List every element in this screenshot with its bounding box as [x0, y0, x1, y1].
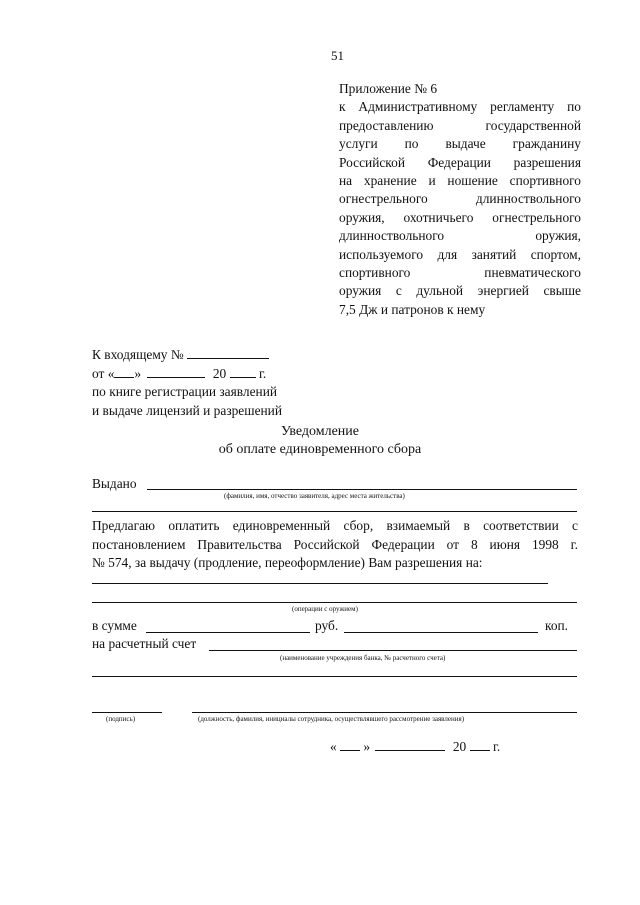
- paragraph-line: постановлением Правительства Российской Федерации от 8 июня 1998 г.: [92, 536, 578, 552]
- appendix-line: длинноствольного оружия,: [339, 228, 581, 244]
- signature-caption: (подпись): [106, 715, 136, 723]
- incoming-year-field[interactable]: [230, 364, 256, 378]
- permit-field-2[interactable]: [92, 602, 577, 603]
- kop-label: коп.: [545, 618, 569, 633]
- appendix-line: огнестрельного длинноствольного: [339, 191, 581, 207]
- quote-close: »: [134, 366, 142, 382]
- incoming-line4: и выдаче лицензий и разрешений: [92, 402, 283, 418]
- incoming-block: [92, 345, 282, 420]
- official-field[interactable]: [192, 712, 577, 713]
- sum-kop-field[interactable]: [344, 632, 538, 633]
- incoming-month-field[interactable]: [147, 364, 205, 378]
- account-label: на расчетный счет: [92, 636, 197, 651]
- payment-paragraph: [92, 517, 578, 573]
- incoming-line3: по книге регистрации заявлений: [92, 384, 278, 400]
- incoming-number-field[interactable]: [187, 345, 269, 359]
- incoming-day-field[interactable]: [114, 364, 134, 378]
- incoming-number-row: [92, 345, 282, 364]
- date-month-field[interactable]: [375, 737, 445, 751]
- quote-open: от «: [92, 366, 115, 382]
- sum-rub-field[interactable]: [146, 632, 310, 633]
- appendix-line: Российской Федерации разрешения: [339, 154, 581, 170]
- account-caption: (наименование учреждения банка, № расчетного счета): [280, 654, 446, 662]
- issued-label: Выдано: [92, 476, 137, 491]
- paragraph-line: № 574, за выдачу (продление, переоформление) Вам разрешения на:: [92, 555, 483, 571]
- appendix-line: Приложение № 6: [339, 81, 438, 96]
- incoming-number-label: К входящему №: [92, 347, 184, 362]
- page-number: 51: [331, 48, 344, 63]
- appendix-header: [339, 80, 581, 319]
- rub-label: руб.: [315, 618, 339, 633]
- account-field-2[interactable]: [92, 676, 577, 677]
- operations-caption: (операции с оружием): [292, 605, 358, 613]
- official-caption: (должность, фамилия, инициалы сотрудника, осуществлявшего рассмотрение заявления): [198, 715, 465, 723]
- date-quote-open: «: [330, 739, 337, 754]
- appendix-line: к Административному регламенту по: [339, 99, 581, 115]
- appendix-line: оружия с дульной энергией свыше: [339, 283, 581, 299]
- date-row: [330, 737, 500, 755]
- appendix-line: услуги по выдаче гражданину: [339, 136, 581, 152]
- permit-field-1[interactable]: [92, 583, 548, 584]
- date-quote-close: »: [363, 739, 371, 754]
- sum-label: в сумме: [92, 618, 137, 633]
- year-suffix: г.: [258, 366, 267, 382]
- paragraph-line: Предлагаю оплатить единовременный сбор, взимаемый в соответствии с: [92, 518, 578, 533]
- date-suffix: г.: [492, 739, 501, 754]
- issued-caption: (фамилия, имя, отчество заявителя, адрес места жительства): [224, 492, 405, 500]
- appendix-line: оружия, охотничьего огнестрельного: [339, 209, 581, 225]
- signature-field[interactable]: [92, 712, 162, 713]
- appendix-line: предоставлению государственной: [339, 117, 581, 133]
- document-subtitle: об оплате единовременного сбора: [218, 442, 422, 457]
- appendix-line: 7,5 Дж и патронов к нему: [339, 301, 486, 317]
- issued-field-2[interactable]: [92, 511, 577, 512]
- date-year-field[interactable]: [470, 737, 490, 751]
- appendix-line: на хранение и ношение спортивного: [339, 172, 581, 188]
- issued-field[interactable]: [147, 489, 577, 490]
- document-title: Уведомление: [280, 424, 359, 439]
- date-year-prefix: 20: [452, 739, 467, 754]
- account-field[interactable]: [209, 650, 577, 651]
- appendix-line: используемого для занятий спортом,: [339, 246, 581, 262]
- appendix-line: спортивного пневматического: [339, 264, 581, 280]
- year-prefix: 20: [212, 366, 227, 382]
- incoming-date-row: [92, 364, 282, 383]
- date-day-field[interactable]: [340, 737, 360, 751]
